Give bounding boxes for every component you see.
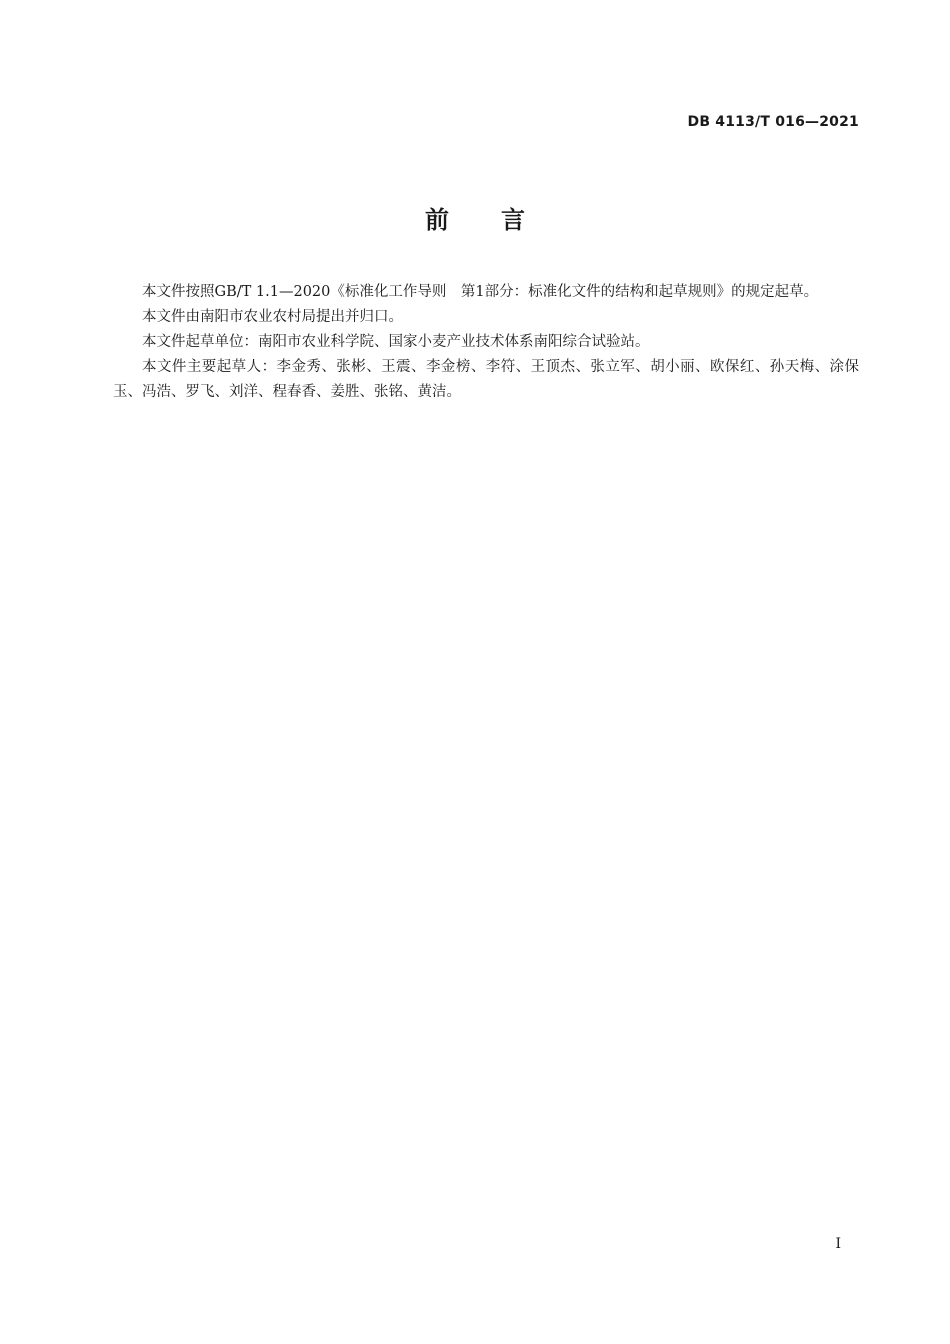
page-title: 前言 [425, 206, 577, 234]
paragraph-drafting-rules: 本文件按照GB/T 1.1—2020《标准化工作导则 第1部分：标准化文件的结构和起草规则》的规定起草。 [142, 284, 819, 300]
document-code: DB 4113/T 016—2021 [687, 114, 859, 130]
page-number: I [835, 1236, 841, 1252]
paragraph-drafting-units: 本文件起草单位：南阳市农业科学院、国家小麦产业技术体系南阳综合试验站。 [142, 334, 650, 350]
document-body [113, 280, 859, 405]
paragraph-drafters: 本文件主要起草人：李金秀、张彬、王震、李金榜、李符、王顶杰、张立军、胡小丽、欧保红、孙天梅、涂保玉、冯浩、罗飞、刘洋、程春香、姜胜、张铭、黄洁。 [113, 359, 859, 400]
paragraph-proposer: 本文件由南阳市农业农村局提出并归口。 [142, 309, 403, 325]
